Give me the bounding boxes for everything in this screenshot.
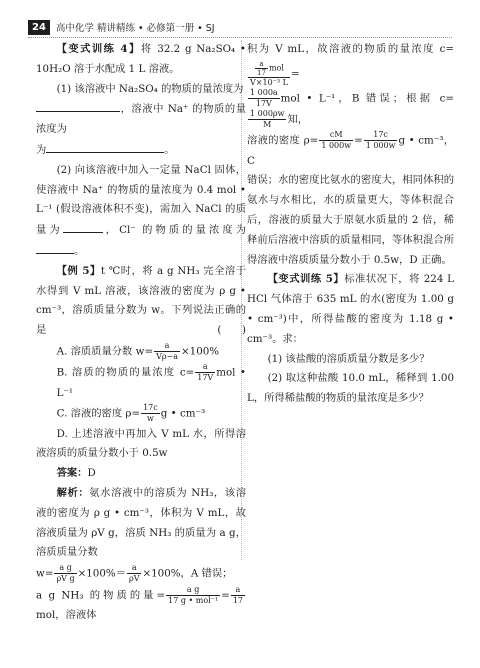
option-b-denominator: 17V [197,373,214,383]
r1-eq: = [290,67,300,80]
r3-f1-num: cM [319,130,353,141]
option-c-denominator: w [147,414,154,424]
option-c-fraction [141,403,160,424]
mol-fraction-1 [166,585,220,606]
r1-inner-num: a [255,60,268,69]
equation-w [36,563,246,584]
r2-end: 知， [287,113,309,126]
page-header [28,18,452,36]
left-column [36,40,246,626]
eq-w-f2-den: ρV [128,574,140,584]
r1-prefix: 积为 V mL，故溶液的物质的量浓度 c= [247,43,454,55]
r3-f1-den: 1 000w [321,141,352,151]
book-title: 高中化学 精讲精练 • 必修第一册 • SJ [55,23,215,34]
example-5-paren: ( ) [217,324,246,337]
r2-f2-den: M [263,120,272,130]
r3-fraction-1 [319,130,353,151]
question-2-text-b: ，Cl⁻ 的物质的量浓度为 [102,224,246,237]
r1-num-unit: mol [268,63,284,73]
example-5 [36,262,246,341]
r2-fraction [248,88,280,109]
option-a [36,341,246,362]
mol-eq: = [221,589,230,602]
answer-value: D [87,467,96,480]
option-b-fraction [195,362,215,383]
eq-w-fraction-1 [54,563,76,584]
r3-eq: = [354,134,363,147]
r2-text: mol • L⁻¹，B 错误；根据 c= [280,92,454,105]
option-a-numerator: a [154,341,180,352]
bianshi5-q2: (2) 取这种盐酸 10.0 mL，稀释到 1.00 L，所得稀盐酸的物质的量浓度是多少？ [247,372,454,405]
option-a-suffix: ×100% [181,345,220,358]
jiexi-label: 解析： [56,487,90,500]
option-b-prefix: B. 溶质的物质的量浓度 c= [56,366,195,379]
r3-prefix: 溶液的密度 ρ= [247,134,319,147]
header-divider [28,37,452,38]
right-explanation: 错误；水的密度比氨水的密度大，相同体积的氨水与水相比，水的质量更大，等体积混合后，溶液的质量大于原氨水质量的 2 倍，稀释前后溶液中溶质的质量相同，等体积混合所得溶液中溶质质量分数小于 0.5w，D 正确。 [247,174,454,266]
answer-blank-3[interactable] [63,220,103,233]
example-5-tag: 【例 5】 [56,264,101,277]
option-c-numerator: 17c [143,403,158,413]
question-2 [36,161,246,262]
answer-label: 答案： [56,467,88,480]
bianshi5-text: 标准状况下，将 224 L HCl 气体溶于 635 mL 的水(密度为 1.00 g • cm⁻³)中，所得盐酸的密度为 1.18 g • cm⁻³。求： [247,273,454,345]
r1-numerator [248,60,290,78]
r2-f2-num: 1 000ρw [250,109,285,119]
answer-blank-2[interactable] [46,140,164,153]
bianshi5-q1: (1) 该盐酸的溶质质量分数是多少？ [267,352,430,365]
bianshi5-tag: 【变式训练 5】 [267,273,345,286]
option-c [36,403,246,424]
option-c-suffix: g • cm⁻³ [160,407,206,420]
mol-f2-den: 17 [232,595,243,605]
r2-den: 17V [255,98,272,108]
eq-w-f1-den: ρV g [56,574,75,584]
bianshi4-paragraph [36,40,246,80]
answer-blank-4[interactable] [36,241,74,254]
right-line-2 [247,88,454,131]
page-number: 24 [28,20,50,35]
eq-w-prefix: w= [36,567,54,580]
question-2-text-c: 。 [74,244,85,257]
r1-denominator: V×10⁻³ L [250,77,288,87]
question-1-text-a: (1) 该溶液中 Na₂SO₄ 的物质的量浓度为 [56,82,244,95]
mol-fraction-2 [231,585,245,606]
answer-line [36,464,246,484]
eq-w-fraction-2 [127,563,141,584]
option-a-denominator: Vρ−a [156,351,179,361]
option-a-prefix: A. 溶质质量分数 w= [56,345,154,358]
right-line-1 [247,40,454,88]
mol-f2-num: a [231,585,245,596]
eq-w-mid: ×100%＝ [77,567,126,580]
option-a-fraction [154,341,180,362]
r2-fraction-2 [248,109,286,130]
option-b [36,362,246,403]
bianshi4-text: 将 32.2 g Na₂SO₄ • 10H₂O 溶于水配成 1 L 溶液。 [36,43,246,75]
question-1-prefix-wei: 为 [36,143,47,156]
example-5-text: t ℃时，将 a g NH₃ 完全溶于水得到 V mL 溶液，该溶液的密度为 ρ g • cm⁻³，溶质质量分数为 w。下列说法正确的是 [36,264,246,337]
r3-f2-num: 17c [364,130,398,141]
jiexi-text: 氨水溶液中的溶质为 NH₃，该溶液的密度为 ρ g • cm⁻³，体积为 V mL，故溶液质量为 ρV g，溶质 NH₃ 的质量为 a g，溶质质量分数 [36,487,247,559]
jiexi-paragraph [36,484,246,563]
option-c-prefix: C. 溶液的密度 ρ= [56,407,141,420]
r1-inner-fraction [255,60,268,77]
r1-fraction [248,60,290,88]
option-d [36,425,246,465]
mol-suffix: mol，溶液体 [36,608,97,621]
r3-fraction-2 [364,130,398,151]
r3-suffix: g • cm⁻³，C [247,134,454,167]
right-column [247,40,454,409]
eq-w-f2-num: a [127,563,141,574]
eq-w-suffix: ×100%，A 错误； [142,567,233,580]
r3-f2-den: 1 000w [365,141,396,151]
question-1 [36,80,246,161]
r1-inner-den: 17 [257,68,266,77]
option-d-text: D. 上述溶液中再加入 V mL 水，所得溶液溶质的质量分数小于 0.5w [36,427,246,460]
r2-num: 1 000a [250,87,278,97]
mol-f1-den: 17 g • mol⁻¹ [168,595,219,605]
question-1-text-b: ，溶液中 Na⁺ 的物质的量浓度为 [36,103,246,136]
bianshi4-tag: 【变式训练 4】 [56,43,141,55]
mol-f1-num: a g [166,585,220,596]
option-b-numerator: a [195,362,215,373]
equation-mol [36,585,246,626]
eq-w-f1-num: a g [54,563,76,574]
question-2-text-a: (2) 向该溶液中加入一定量 NaCl 固体，使溶液中 Na⁺ 的物质的量浓度为 0.4 mol • L⁻¹ (假设溶液体积不变)，需加入 NaCl 的质量为 [36,163,246,237]
option-b-suffix: mol • L⁻¹ [56,366,247,399]
mol-prefix: a g NH₃ 的物质的量= [36,589,166,602]
bianshi5-paragraph [247,270,454,349]
right-line-3 [247,130,454,171]
answer-blank-1[interactable] [36,99,120,112]
question-1-text-c: 。 [164,143,175,156]
